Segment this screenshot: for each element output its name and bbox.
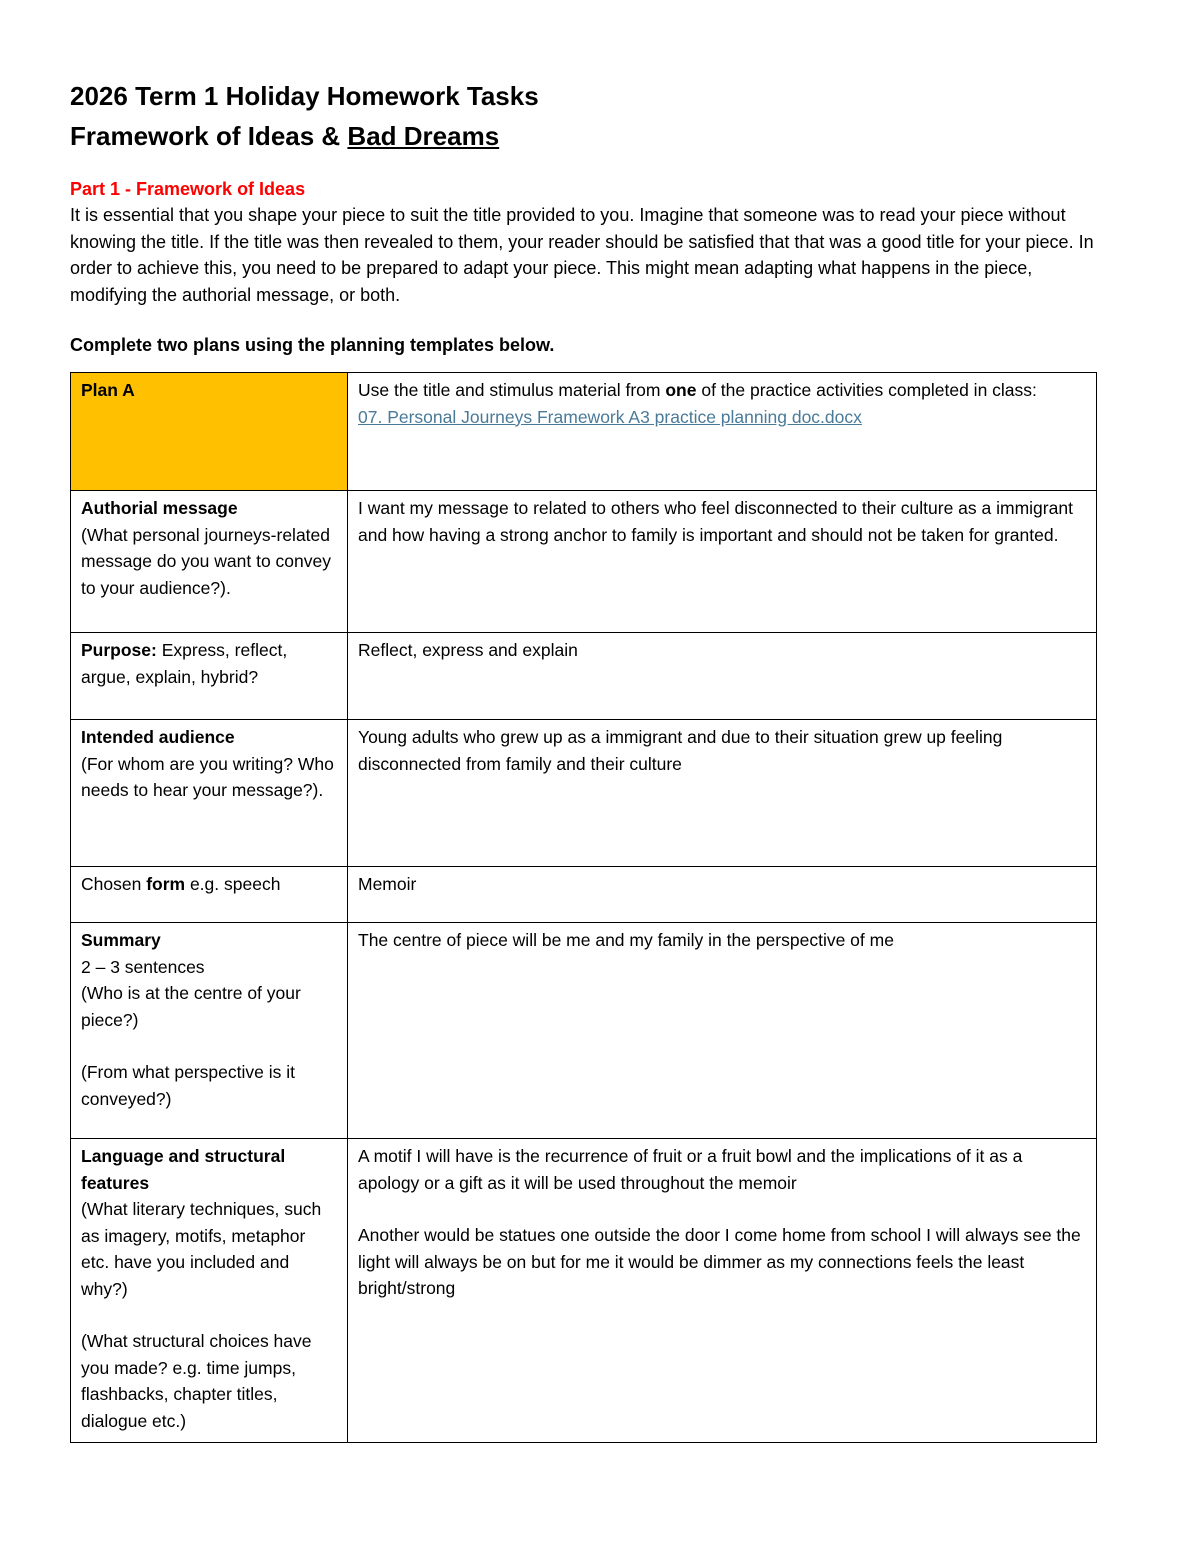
chosen-form-answer[interactable]: Memoir [348, 867, 1097, 923]
spacer [358, 1196, 1086, 1222]
language-answer-motif: A motif I will have is the recurrence of fruit or a fruit bowl and the implications of it as a apology or a gift as it will be used throughout the memoir [358, 1146, 1023, 1193]
authorial-message-label-cell [71, 491, 348, 633]
intended-audience-label-cell [71, 720, 348, 867]
summary-label-cell [71, 923, 348, 1139]
document-title-line-1: 2026 Term 1 Holiday Homework Tasks [70, 81, 539, 111]
purpose-label-cell [71, 633, 348, 720]
language-features-answer[interactable] [348, 1139, 1097, 1443]
authorial-message-hint: (What personal journeys-related message do you want to convey to your audience?). [81, 524, 332, 598]
document-page [70, 76, 1110, 1443]
plan-desc-pre: Use the title and stimulus material from [358, 380, 666, 400]
spacer [81, 1033, 337, 1059]
title-prefix: Framework of Ideas & [70, 121, 348, 151]
chosen-form-label-cell [71, 867, 348, 923]
part1-instruction: Complete two plans using the planning templates below. [70, 335, 555, 355]
language-features-label: Language and structural features [81, 1146, 286, 1193]
plan-desc-post: of the practice activities completed in class: [696, 380, 1037, 400]
table-row [71, 633, 1097, 720]
purpose-hint: Express, reflect, argue, explain, hybrid? [81, 640, 288, 687]
summary-sentence-count: 2 – 3 sentences [81, 956, 205, 977]
plan-desc-bold: one [665, 380, 697, 400]
language-features-hint-techniques: (What literary techniques, such as imagery, motifs, metaphor etc. have you included and why?) [81, 1199, 322, 1299]
title-underlined: Bad Dreams [347, 121, 500, 151]
plan-a-description [348, 373, 1097, 491]
table-row [71, 867, 1097, 923]
plan-a-table [70, 372, 1097, 1443]
document-title-line-2 [70, 116, 1110, 156]
table-row [71, 491, 1097, 633]
intended-audience-hint: (For whom are you writing? Who needs to hear your message?). [81, 753, 334, 800]
chosen-form-bold: form [146, 874, 186, 894]
summary-label: Summary [81, 930, 161, 950]
language-answer-statues: Another would be statues one outside the door I come home from school I will always see the light will always be on but for me it would be dimmer as my connections feels the least bright/strong [358, 1225, 1081, 1298]
chosen-form-pre: Chosen [81, 874, 147, 894]
spacer [81, 1302, 337, 1328]
part1-heading: Part 1 - Framework of Ideas [70, 179, 306, 199]
practice-planning-doc-link[interactable]: 07. Personal Journeys Framework A3 practice planning doc.docx [358, 406, 862, 427]
table-row [71, 373, 1097, 491]
table-row [71, 720, 1097, 867]
intended-audience-answer[interactable]: Young adults who grew up as a immigrant and due to their situation grew up feeling disconnected from family and their culture [348, 720, 1097, 867]
purpose-label: Purpose: [81, 640, 157, 660]
plan-a-label: Plan A [71, 373, 348, 491]
summary-answer[interactable]: The centre of piece will be me and my family in the perspective of me [348, 923, 1097, 1139]
chosen-form-post: e.g. speech [185, 874, 281, 894]
table-row [71, 923, 1097, 1139]
language-features-hint-structure: (What structural choices have you made? e.g. time jumps, flashbacks, chapter titles, dialogue etc.) [81, 1331, 312, 1431]
summary-hint-perspective: (From what perspective is it conveyed?) [81, 1062, 295, 1109]
table-row [71, 1139, 1097, 1443]
purpose-answer[interactable]: Reflect, express and explain [348, 633, 1097, 720]
summary-hint-centre: (Who is at the centre of your piece?) [81, 983, 301, 1030]
authorial-message-answer[interactable]: I want my message to related to others who feel disconnected to their culture as a immigrant and how having a strong anchor to family is important and should not be taken for granted. [348, 491, 1097, 633]
part1-intro: It is essential that you shape your piece to suit the title provided to you. Imagine that someone was to read your piece without knowing the title. If the title was then revealed to them, your reader should be satisfied that that was a good title for your piece. In order to achieve this, you need to be prepared to adapt your piece. This might mean adapting what happens in the piece, modifying the authorial message, or both. [70, 205, 1094, 305]
authorial-message-label: Authorial message [81, 498, 238, 518]
intended-audience-label: Intended audience [81, 727, 235, 747]
language-features-label-cell [71, 1139, 348, 1443]
